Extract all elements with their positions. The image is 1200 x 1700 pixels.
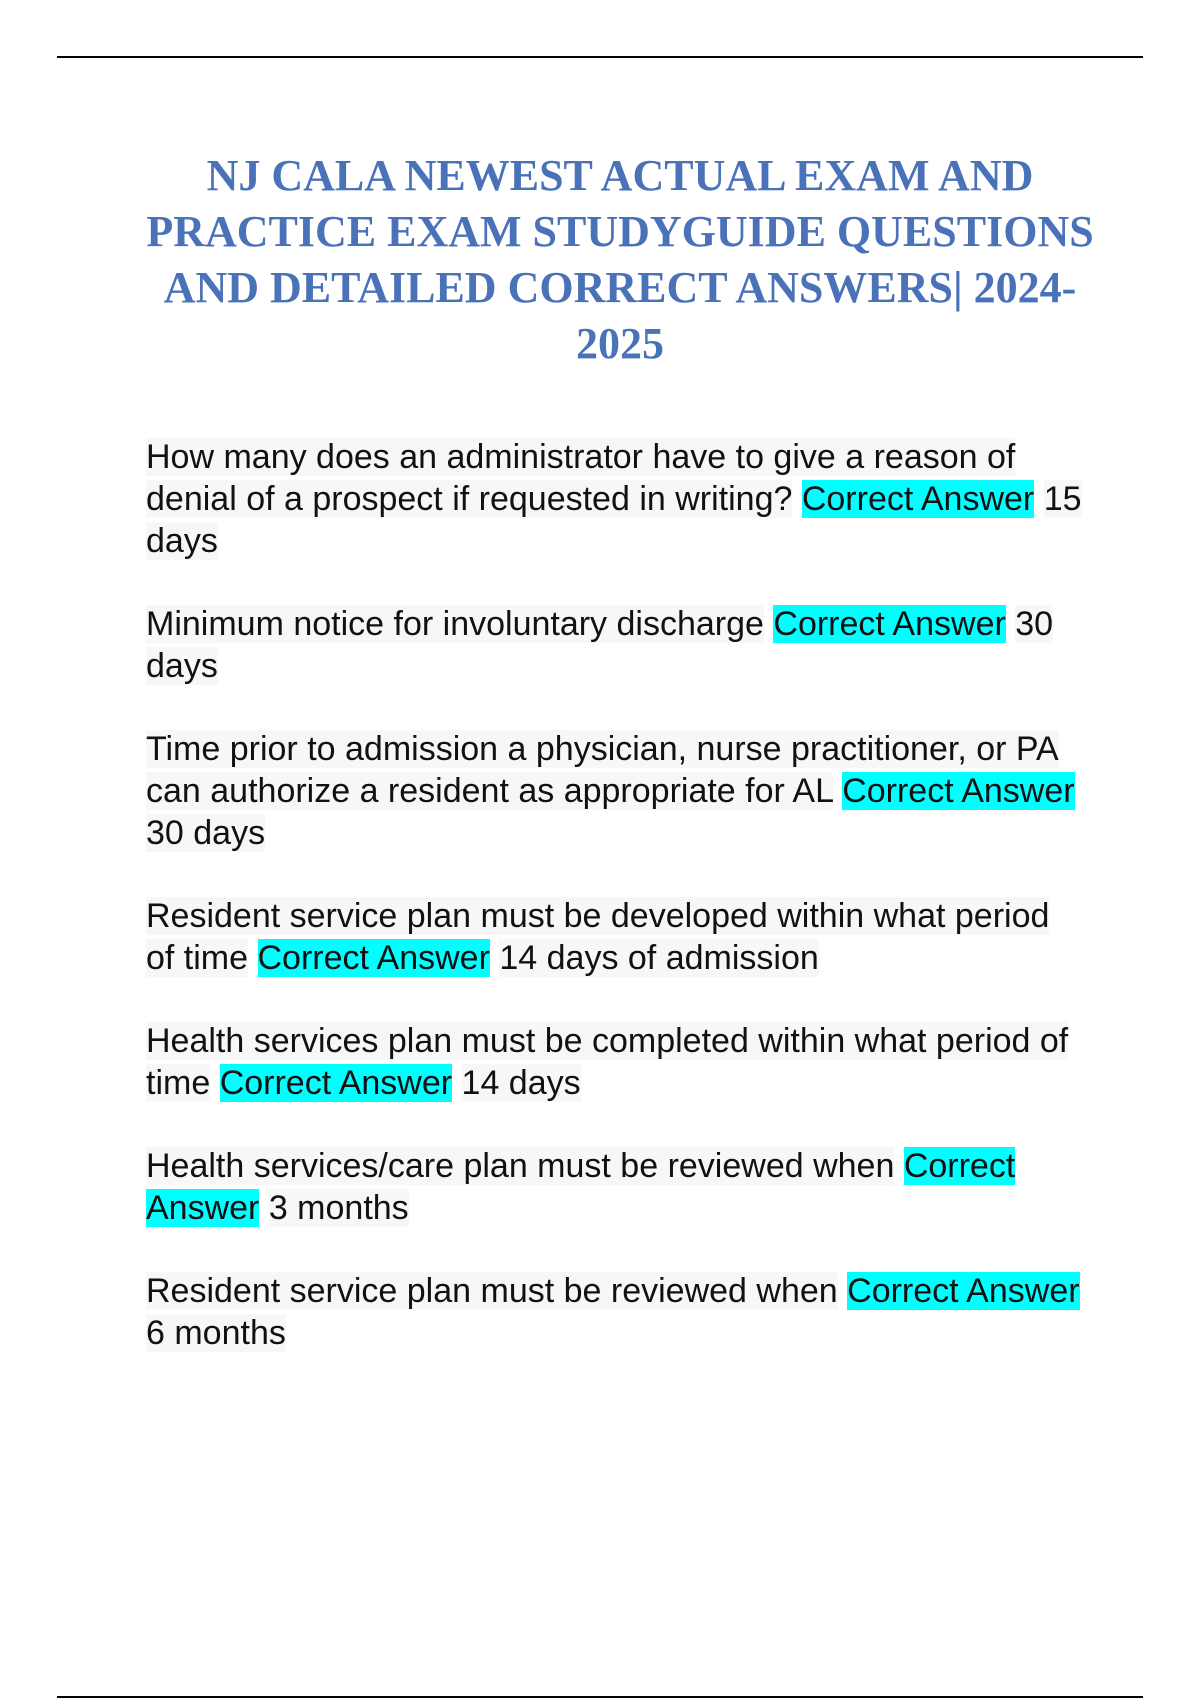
qa-item <box>146 1145 1086 1229</box>
answer-text: 30 days <box>146 605 1054 685</box>
correct-answer-label: Correct Answer <box>257 939 490 977</box>
question-text: How many does an administrator have to give a reason of denial of a prospect if requested in writing? <box>146 438 1016 518</box>
qa-item <box>146 1270 1086 1354</box>
question-text: Time prior to admission a physician, nurse practitioner, or PA can authorize a resident as appropriate for AL <box>146 730 1059 810</box>
qa-item <box>146 728 1086 854</box>
question-text: Resident service plan must be reviewed when <box>146 1272 838 1310</box>
answer-text: 14 days <box>461 1064 581 1102</box>
correct-answer-label: Correct Answer <box>842 772 1075 810</box>
question-text: Resident service plan must be developed within what period of time <box>146 897 1050 977</box>
correct-answer-label: Correct Answer <box>219 1064 453 1102</box>
answer-text: 6 months <box>146 1314 286 1352</box>
answer-text: 15 days <box>146 480 1082 560</box>
answer-text: 3 months <box>268 1189 409 1227</box>
qa-item <box>146 603 1086 687</box>
answer-text: 14 days of admission <box>499 939 819 977</box>
correct-answer-label: Correct Answer <box>801 480 1035 518</box>
question-text: Minimum notice for involuntary discharge <box>146 605 764 643</box>
correct-answer-label: Correct Answer <box>847 1272 1080 1310</box>
footer-rule <box>57 1696 1143 1698</box>
correct-answer-label: Correct Answer <box>773 605 1006 643</box>
question-text: Health services plan must be completed within what period of time <box>146 1022 1069 1102</box>
qa-item <box>146 1020 1086 1104</box>
qa-item <box>146 436 1086 562</box>
document-title: NJ CALA NEWEST ACTUAL EXAM AND PRACTICE EXAM STUDYGUIDE QUESTIONS AND DETAILED CORRECT ANSWERS| 2024-2025 <box>146 151 1094 368</box>
qa-item <box>146 895 1086 979</box>
question-text: Health services/care plan must be reviewed when <box>146 1147 895 1185</box>
answer-text: 30 days <box>146 814 266 852</box>
header-rule <box>57 56 1143 58</box>
qa-list <box>146 436 1086 1395</box>
correct-answer-label: Correct Answer <box>146 1147 1016 1227</box>
